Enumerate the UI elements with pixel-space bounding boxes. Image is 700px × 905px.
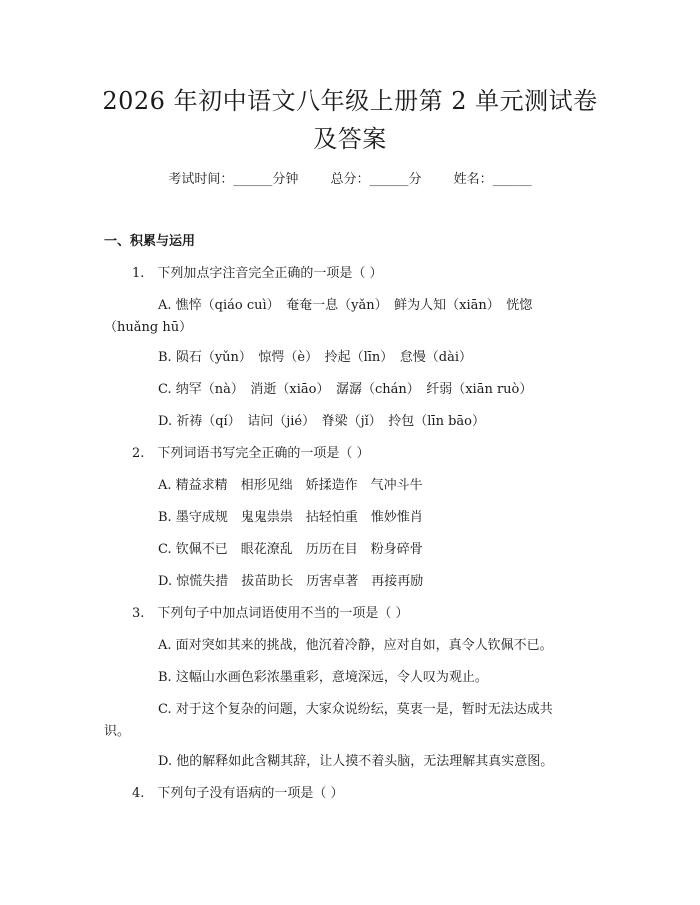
question-3-option-c-continued: 识。 bbox=[104, 724, 131, 739]
question-2-option-c: C. 钦佩不已 眼花潦乱 历历在目 粉身碎骨 bbox=[158, 542, 423, 557]
question-2-option-d: D. 惊慌失措 拔苗助长 历害卓著 再接再励 bbox=[158, 574, 424, 589]
page-title bbox=[90, 82, 610, 158]
question-1-option-d: D. 祈祷（qí） 诘问（jié） 脊梁（jǐ） 拎包（līn bāo） bbox=[158, 414, 485, 429]
exam-meta bbox=[0, 168, 700, 187]
question-3-option-c: C. 对于这个复杂的问题，大家众说纷纭，莫衷一是，暂时无法达成共 bbox=[158, 702, 553, 717]
question-1-option-a: A. 憔悴（qiáo cuì） 奄奄一息（yǎn） 鲜为人知（xiān） 恍惚 bbox=[158, 298, 533, 313]
student-name-field: 姓名：______ bbox=[453, 172, 532, 187]
question-2-stem: 2. 下列词语书写完全正确的一项是（ ） bbox=[132, 446, 370, 461]
question-3-option-a: A. 面对突如其来的挑战，他沉着冷静，应对自如，真令人钦佩不已。 bbox=[158, 638, 553, 653]
question-2-option-b: B. 墨守成规 鬼鬼祟祟 拈轻怕重 惟妙惟肖 bbox=[158, 510, 423, 525]
title-line-1: 2026 年初中语文八年级上册第 2 单元测试卷 bbox=[102, 87, 598, 115]
question-3-stem: 3. 下列句子中加点词语使用不当的一项是（ ） bbox=[132, 606, 409, 621]
question-3-option-b: B. 这幅山水画色彩浓墨重彩，意境深远，令人叹为观止。 bbox=[158, 670, 488, 685]
question-3-option-d: D. 他的解释如此含糊其辞，让人摸不着头脑，无法理解其真实意图。 bbox=[158, 754, 554, 769]
question-1-option-a-continued: （huǎng hū） bbox=[104, 320, 193, 335]
title-line-2: 及答案 bbox=[313, 125, 387, 153]
question-1-stem: 1. 下列加点字注音完全正确的一项是（ ） bbox=[132, 266, 383, 281]
question-2-option-a: A. 精益求精 相形见绌 娇揉造作 气冲斗牛 bbox=[158, 478, 423, 493]
exam-time-field: 考试时间：______分钟 bbox=[168, 172, 299, 187]
section-heading: 一、积累与运用 bbox=[104, 234, 196, 249]
question-4-stem: 4. 下列句子没有语病的一项是（ ） bbox=[132, 786, 344, 801]
question-1-option-c: C. 纳罕（nà） 消逝（xiāo） 潺潺（chán） 纤弱（xiān ruò） bbox=[158, 382, 533, 397]
question-1-option-b: B. 陨石（yǔn） 惊愕（è） 拎起（līn） 怠慢（dài） bbox=[158, 350, 473, 365]
total-score-field: 总分：______分 bbox=[330, 172, 422, 187]
